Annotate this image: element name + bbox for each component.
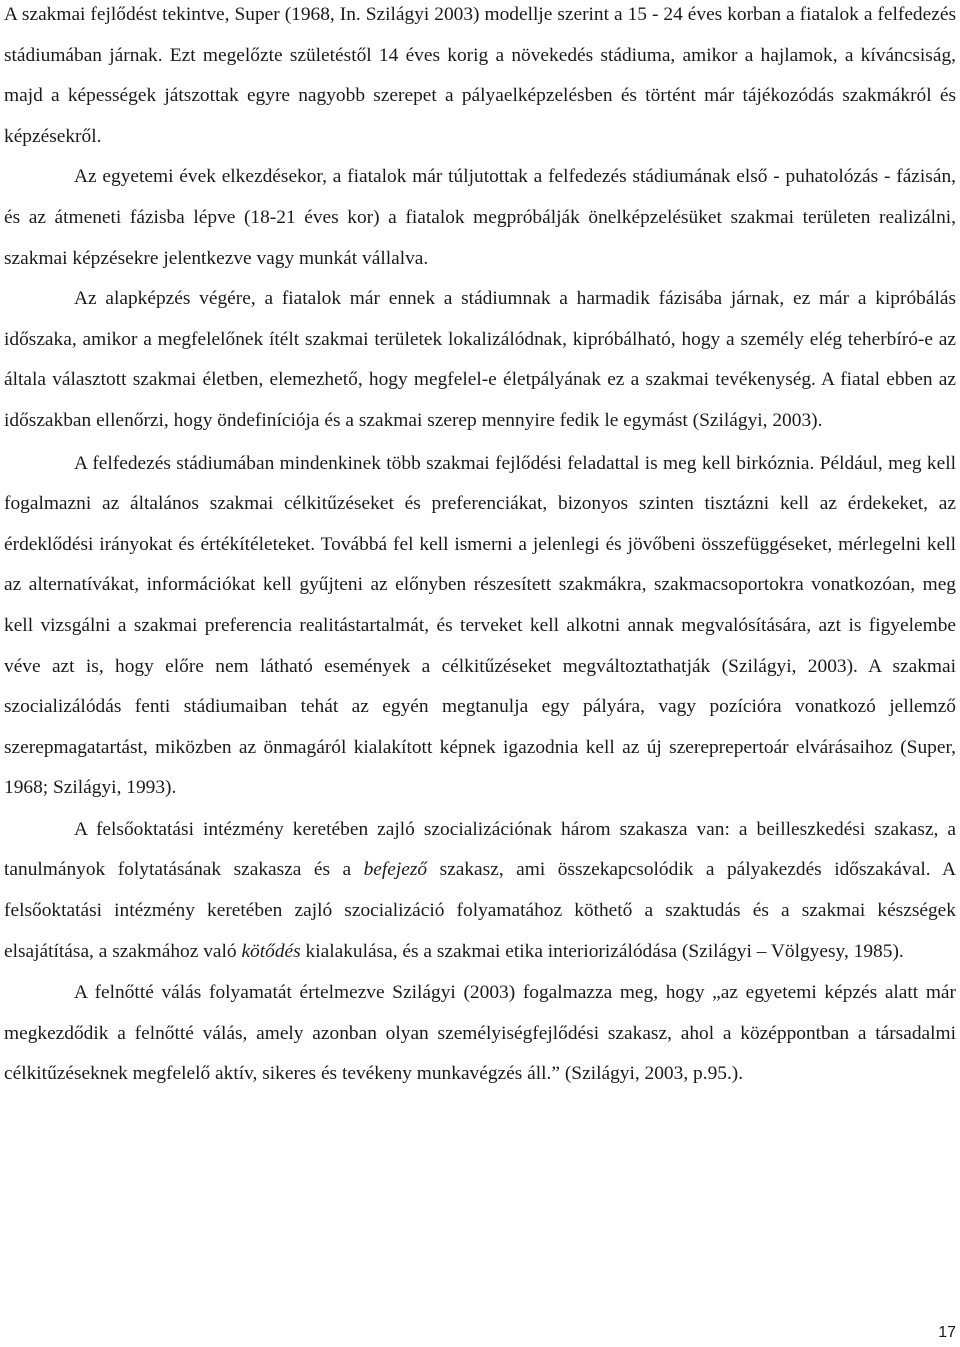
paragraph-text: szakasz, ami összekapcsolódik a pályakezdés időszakával. A felsőoktatási intézmény keretében zajló szocializáció folyamatához köthető a szaktudás és a szakmai készségek elsajátítása, a szakmához való <box>4 859 956 962</box>
paragraph <box>4 0 956 157</box>
paragraph-text: Az egyetemi évek elkezdésekor, a fiatalok már túljutottak a felfedezés stádiumának első - puhatolózás - fázisán, és az átmeneti fázisba lépve (18-21 éves kor) a fiatalok megpróbálják önelképzelésüket szakmai területen realizálni, szakmai képzésekre jelentkezve vagy munkát vállalva. <box>4 166 956 269</box>
paragraph <box>4 279 956 441</box>
paragraph-text: A felsőoktatási intézmény keretében zajló szocializációnak három szakasza van: a beilleszkedési szakasz, a tanulmányok folytatásának szakasza és a <box>4 818 956 881</box>
paragraph <box>4 973 956 1095</box>
paragraph-text: A szakmai fejlődést tekintve, Super (1968, In. Szilágyi 2003) modellje szerint a 15 - 24 éves korban a fiatalok a felfedezés stádiumában járnak. Ezt megelőzte születéstől 14 éves korig a növekedés stádiuma, amikor a hajlamok, a kíváncsiság, majd a képességek játszottak egyre nagyobb szerepet a pályaelképzelésben és történt már tájékozódás szakmákról és képzésekről. <box>4 4 956 147</box>
page-number: 17 <box>938 1324 956 1341</box>
paragraph <box>4 444 956 809</box>
paragraph <box>4 810 956 972</box>
paragraph-text: A felnőtté válás folyamatát értelmezve Szilágyi (2003) fogalmazza meg, hogy „az egyetemi képzés alatt már megkezdődik a felnőtté válás, amely azonban olyan személyiségfejlődési szakasz, ahol a középpontban a társadalmi célkitűzéseknek megfelelő aktív, sikeres és tevékeny munkavégzés áll.” (Szilágyi, 2003, p.95.). <box>4 982 956 1085</box>
emphasized-text: kötődés <box>241 940 301 962</box>
paragraph-text: kialakulása, és a szakmai etika interiorizálódása (Szilágyi – Völgyesy, 1985). <box>300 940 904 962</box>
paragraph <box>4 157 956 279</box>
paragraph-text: A felfedezés stádiumában mindenkinek több szakmai fejlődési feladattal is meg kell birkóznia. Például, meg kell fogalmazni az általános szakmai célkitűzéseket és preferenciákat, bizonyos szinten tisztázni kell az érdekeket, az érdeklődési irányokat és értékítéleteket. Továbbá fel kell ismerni a jelenlegi és jövőbeni összefüggéseket, mérlegelni kell az alternatívákat, információkat kell gyűjteni az előnyben részesített szakmákra, szakmacsoportokra vonatkozóan, meg kell vizsgálni a szakmai preferencia realitástartalmát, és terveket kell alkotni annak megvalósítására, azt is figyelembe véve azt is, hogy előre nem látható események a célkitűzéseket megváltoztathatják (Szilágyi, 2003). A szakmai szocializálódás fenti stádiumaiban tehát az egyén megtanulja egy pályára, vagy pozícióra vonatkozó jellemző szerepmagatartást, miközben az önmagáról kialakított képnek igazodnia kell az új szereprepertoár elvárásaihoz (Super, 1968; Szilágyi, 1993). <box>4 452 956 799</box>
paragraph-text: Az alapképzés végére, a fiatalok már ennek a stádiumnak a harmadik fázisába járnak, ez már a kipróbálás időszaka, amikor a megfelelőnek ítélt szakmai területek lokalizálódnak, kipróbálható, hogy a személy elég teherbíró-e az általa választott szakmai életben, elemezhető, hogy megfelel-e életpályának ez a szakmai tevékenység. A fiatal ebben az időszakban ellenőrzi, hogy öndefiníciója és a szakmai szerep mennyire fedik le egymást (Szilágyi, 2003). <box>4 288 956 431</box>
emphasized-text: befejező <box>363 859 428 881</box>
document-page <box>4 0 956 1095</box>
